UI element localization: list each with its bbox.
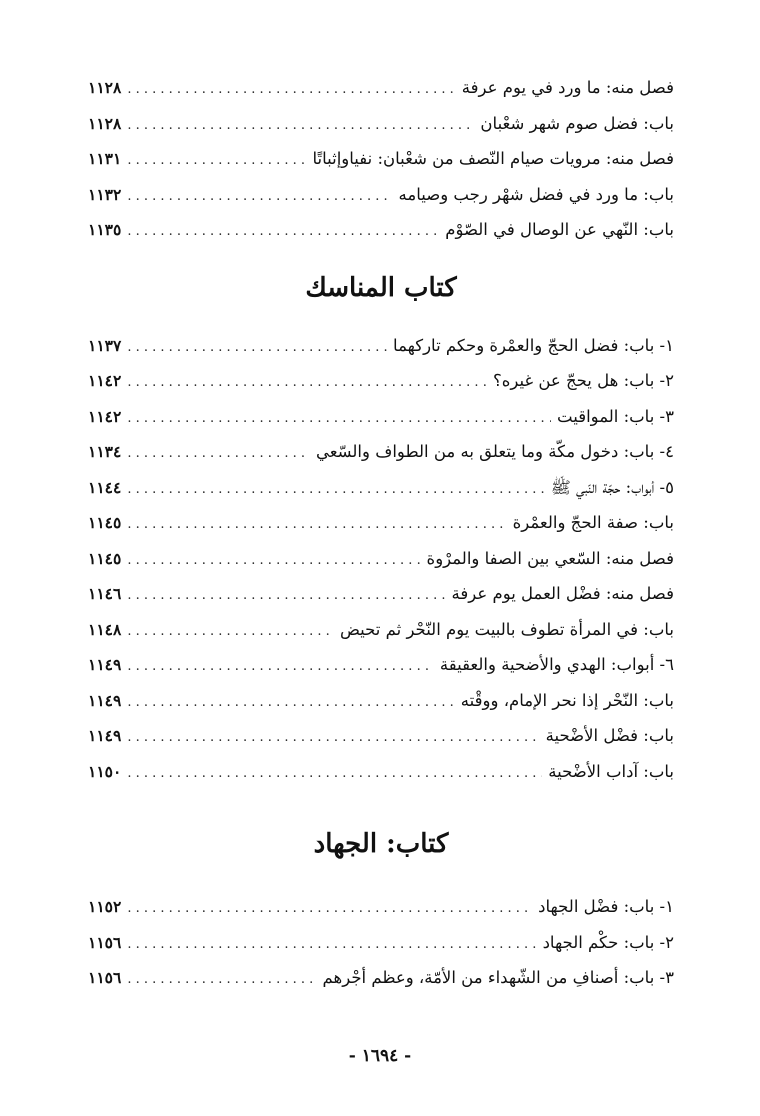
- dot-leader: [127, 720, 539, 756]
- toc-entry-page: ١١٤٥: [88, 513, 122, 532]
- dot-leader: [127, 756, 542, 792]
- toc-entry-label: ٦- أبواب: الهدي والأضحية والعقيقة: [439, 655, 674, 674]
- toc-entry: [88, 718, 674, 754]
- toc-entry-page: ١١٤٢: [88, 371, 122, 390]
- dot-leader: [127, 108, 474, 144]
- dot-leader: [127, 436, 310, 472]
- toc-entry-label: باب: ما ورد في فضل شهْر رجب وصيامه: [398, 184, 674, 204]
- toc-entry-label: باب: آداب الأضْحية: [548, 761, 674, 781]
- toc-entry: [88, 106, 674, 142]
- toc-entry: [88, 925, 674, 961]
- toc-entry-label: ٣- باب: المواقيت: [557, 406, 674, 426]
- toc-entry-label: ٢- باب: حكْم الجهاد: [542, 932, 674, 952]
- dot-leader: [127, 891, 532, 927]
- toc-entry: [88, 612, 674, 648]
- toc-entry-page: ١١٤٩: [88, 690, 122, 710]
- toc-entry-label: باب: صفة الحجّ والعمْرة: [512, 513, 674, 532]
- toc-entry-page: ١١٥٦: [88, 968, 122, 987]
- toc-entry: [88, 70, 674, 106]
- toc-entry-page: ١١٢٨: [88, 113, 122, 133]
- toc-entry: [88, 141, 674, 177]
- dot-leader: [127, 72, 455, 108]
- dot-leader: [127, 179, 392, 215]
- dot-leader: [127, 214, 439, 250]
- dot-leader: [127, 614, 334, 650]
- toc-entry-label: ١- باب: فضل الحجّ والعمْرة وحكم تاركهما: [393, 335, 674, 355]
- toc-entry: [88, 363, 674, 399]
- toc-entry-label: باب: فضل صوم شهر شعْبان: [480, 113, 674, 133]
- toc-entry-page: ١١٥٢: [88, 897, 122, 916]
- toc-entry: [88, 647, 674, 683]
- dot-leader: [127, 143, 306, 179]
- toc-entry-label: ٥- أبواب: حجّة النّبي ﷺ: [550, 477, 674, 497]
- toc-entry-label: فصل منه: ما ورد في يوم عرفة: [461, 78, 674, 97]
- toc-entry-page: ١١٤٥: [88, 548, 122, 568]
- toc-entry-page: ١١٢٨: [88, 78, 122, 97]
- toc-entry: [88, 754, 674, 790]
- dot-leader: [127, 685, 454, 721]
- dot-leader: [127, 365, 487, 401]
- dot-leader: [127, 472, 545, 508]
- toc-entry: [88, 212, 674, 248]
- toc-entry-label: باب: النّحْر إذا نحر الإمام، ووقْته: [460, 690, 674, 710]
- toc-entry-label: فصل منه: فضْل العمل يوم عرفة: [451, 584, 674, 603]
- toc-entry-page: ١١٥٠: [88, 761, 122, 781]
- toc-entry: [88, 177, 674, 213]
- toc-entry-page: ١١٥٦: [88, 932, 122, 952]
- toc-entry-label: باب: النّهي عن الوصال في الصّوْم: [445, 220, 674, 239]
- table-of-contents: [88, 70, 674, 996]
- toc-entry-page: ١١٤٤: [88, 477, 122, 497]
- toc-entry: [88, 470, 674, 506]
- dot-leader: [127, 507, 506, 543]
- toc-entry-label: ٤- باب: دخول مكّة وما يتعلق به من الطواف والسّعي: [315, 442, 674, 461]
- toc-entry-label: ٣- باب: أصنافِ من الشّهداء من الأمّة، وعظم أجْرهم: [322, 968, 674, 987]
- toc-entry-label: فصل منه: السّعي بين الصفا والمرْوة: [426, 548, 674, 568]
- toc-entry: [88, 683, 674, 719]
- toc-entry: [88, 541, 674, 577]
- dot-leader: [127, 330, 387, 366]
- page-number: - ١٦٩٤ -: [348, 1046, 412, 1066]
- toc-entry-page: ١١٣١: [88, 149, 122, 168]
- dot-leader: [127, 649, 434, 685]
- toc-entry-label: باب: فضْل الأضْحية: [545, 726, 674, 745]
- toc-entry-page: ١١٣٢: [88, 184, 122, 204]
- toc-entry-label: ١- باب: فضْل الجهاد: [538, 897, 674, 916]
- toc-entry: [88, 399, 674, 435]
- dot-leader: [127, 401, 551, 437]
- toc-entry-page: ١١٤٢: [88, 406, 122, 426]
- dot-leader: [127, 543, 420, 579]
- toc-entry-page: ١١٣٧: [88, 335, 122, 355]
- toc-entry-page: ١١٤٩: [88, 726, 122, 745]
- toc-entry-page: ١١٤٩: [88, 655, 122, 674]
- toc-entry: [88, 889, 674, 925]
- toc-entry-label: ٢- باب: هل يحجّ عن غيره؟: [493, 371, 674, 390]
- toc-entry: [88, 328, 674, 364]
- dot-leader: [127, 962, 316, 998]
- toc-entry: [88, 960, 674, 996]
- section-title-manasik: كتاب المناسك: [305, 272, 457, 303]
- dot-leader: [127, 578, 445, 614]
- section-title-jihad: كتاب: الجهاد: [313, 829, 449, 859]
- toc-entry-label: فصل منه: مرويات صيام النّصف من شعْبان: نفياوإثباتًا: [312, 149, 674, 168]
- dot-leader: [127, 927, 536, 963]
- toc-entry: [88, 505, 674, 541]
- toc-entry-page: ١١٤٨: [88, 619, 122, 639]
- toc-entry: [88, 434, 674, 470]
- toc-entry-page: ١١٣٤: [88, 442, 122, 461]
- toc-entry: [88, 576, 674, 612]
- toc-entry-label: باب: في المرأة تطوف بالبيت يوم النّحْر ثم تحيض: [339, 619, 674, 639]
- toc-entry-page: ١١٣٥: [88, 220, 122, 239]
- toc-entry-page: ١١٤٦: [88, 584, 122, 603]
